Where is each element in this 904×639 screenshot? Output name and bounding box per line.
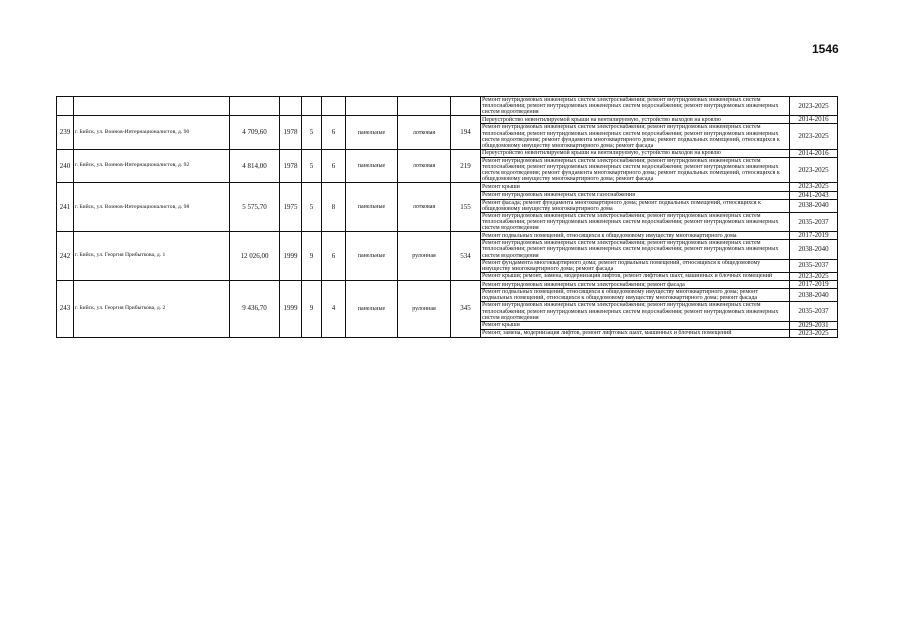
years-cell: 2035-2037 xyxy=(790,212,838,231)
empty-cell-residents xyxy=(451,97,481,116)
building-number-cell: 243 xyxy=(57,281,74,338)
residents-cell: 155 xyxy=(451,183,481,232)
residents-cell: 219 xyxy=(451,149,481,183)
work-cell: Ремонт фундамента многоквартирного дома; ремонт подвальных помещений, относящихся к общедомовому имуществу многоквартирного дома; ремонт фасада xyxy=(481,259,790,272)
years-cell: 2023-2025 xyxy=(790,97,838,116)
year-built-cell: 1978 xyxy=(280,116,302,150)
work-cell: Ремонт внутридомовых инженерных систем электроснабжения; ремонт внутридомовых инженерных систем теплоснабжения; ремонт внутридомовых инженерных систем водоснабжения; ремонт внутридомовых инженерных систем водоотведения xyxy=(481,302,790,321)
capital-repair-table xyxy=(56,96,838,338)
work-cell: Ремонт подвальных помещений, относящихся к общедомовому имуществу многоквартирного дома xyxy=(481,232,790,240)
work-cell: Ремонт внутридомовых инженерных систем электроснабжения; ремонт внутридомовых инженерных систем теплоснабжения; ремонт внутридомовых инженерных систем водоснабжения; ремонт внутридомовых инженерных систем водоотведения xyxy=(481,212,790,231)
walls-material-cell: панельные xyxy=(346,116,398,150)
empty-cell-no xyxy=(57,97,74,116)
work-cell: Ремонт крыши xyxy=(481,183,790,191)
empty-cell-roof xyxy=(398,97,451,116)
floors-cell: 5 xyxy=(302,116,322,150)
address-cell: г. Бийск, ул. Воинов-Интернационалистов, д. 90 xyxy=(74,116,230,150)
table-row xyxy=(57,183,838,191)
entrances-cell: 4 xyxy=(322,281,346,338)
entrances-cell: 8 xyxy=(322,183,346,232)
years-cell: 2023-2025 xyxy=(790,124,838,149)
work-cell: Ремонт внутридомовых инженерных систем электроснабжения; ремонт внутридомовых инженерных систем теплоснабжения; ремонт внутридомовых инженерных систем водоснабжения; ремонт внутридомовых инженерных систем водоотведения xyxy=(481,240,790,259)
years-cell: 2041-2043 xyxy=(790,191,838,199)
years-cell: 2035-2037 xyxy=(790,259,838,272)
table-row xyxy=(57,281,838,289)
entrances-cell: 6 xyxy=(322,149,346,183)
residents-cell: 534 xyxy=(451,232,481,281)
work-cell: Ремонт внутридомовых инженерных систем электроснабжения; ремонт внутридомовых инженерных систем теплоснабжения; ремонт внутридомовых инженерных систем водоснабжения; ремонт внутридомовых инженерных систем водоотведения; ремонт фундамента многоквартирного дома; ремонт подвальных помещений, относящихся к общедомовому имуществу многоквартирного дома; ремонт фасада xyxy=(481,158,790,183)
years-cell: 2038-2040 xyxy=(790,289,838,302)
building-number-cell: 242 xyxy=(57,232,74,281)
year-built-cell: 1999 xyxy=(280,281,302,338)
empty-cell-entrances xyxy=(322,97,346,116)
roof-type-cell: рулонная xyxy=(398,281,451,338)
entrances-cell: 6 xyxy=(322,116,346,150)
building-number-cell: 241 xyxy=(57,183,74,232)
empty-cell-year xyxy=(280,97,302,116)
walls-material-cell: панельные xyxy=(346,232,398,281)
building-number-cell: 239 xyxy=(57,116,74,150)
table-row xyxy=(57,116,838,124)
years-cell: 2029-2031 xyxy=(790,321,838,329)
building-number-cell: 240 xyxy=(57,149,74,183)
area-cell: 9 436,70 xyxy=(230,281,280,338)
year-built-cell: 1999 xyxy=(280,232,302,281)
years-cell: 2023-2025 xyxy=(790,158,838,183)
years-cell: 2038-2040 xyxy=(790,199,838,212)
address-cell: г. Бийск, ул. Воинов-Интернационалистов, д. 92 xyxy=(74,149,230,183)
work-cell: Ремонт внутридомовых инженерных систем газоснабжения xyxy=(481,191,790,199)
work-cell: Ремонт внутридомовых инженерных систем электроснабжения; ремонт внутридомовых инженерных систем теплоснабжения; ремонт внутридомовых инженерных систем водоснабжения; ремонт внутридомовых инженерных систем водоотведения xyxy=(481,97,790,116)
roof-type-cell: лотковая xyxy=(398,149,451,183)
work-cell: Переустройство невентилируемой крыши на вентилируемую, устройство выходов на кровлю xyxy=(481,116,790,124)
roof-type-cell: рулонная xyxy=(398,232,451,281)
years-cell: 2017-2019 xyxy=(790,232,838,240)
table-row xyxy=(57,232,838,240)
floors-cell: 5 xyxy=(302,149,322,183)
years-cell: 2038-2040 xyxy=(790,240,838,259)
roof-type-cell: лотковая xyxy=(398,183,451,232)
work-cell: Ремонт подвальных помещений, относящихся к общедомовому имуществу многоквартирного дома; ремонт подвальных помещений, относящихся к общедомовому имуществу многоквартирного дома; ремонт фасада xyxy=(481,289,790,302)
floors-cell: 9 xyxy=(302,281,322,338)
empty-cell-walls xyxy=(346,97,398,116)
year-built-cell: 1975 xyxy=(280,183,302,232)
address-cell: г. Бийск, ул. Воинов-Интернационалистов, д. 98 xyxy=(74,183,230,232)
work-cell: Ремонт внутридомовых инженерных систем электроснабжения; ремонт фасада xyxy=(481,281,790,289)
entrances-cell: 6 xyxy=(322,232,346,281)
work-cell: Ремонт крыши xyxy=(481,321,790,329)
walls-material-cell: панельные xyxy=(346,149,398,183)
floors-cell: 9 xyxy=(302,232,322,281)
empty-cell-floors xyxy=(302,97,322,116)
address-cell: г. Бийск, ул. Георгия Прибыткова, д. 2 xyxy=(74,281,230,338)
work-cell: Ремонт фасада; ремонт фундамента многоквартирного дома; ремонт подвальных помещений, относящихся к общедомовому имуществу многоквартирного дома xyxy=(481,199,790,212)
area-cell: 5 575,70 xyxy=(230,183,280,232)
walls-material-cell: панельные xyxy=(346,281,398,338)
roof-type-cell: лотковая xyxy=(398,116,451,150)
area-cell: 4 709,60 xyxy=(230,116,280,150)
table-row xyxy=(57,97,838,116)
year-built-cell: 1978 xyxy=(280,149,302,183)
years-cell: 2035-2037 xyxy=(790,302,838,321)
years-cell: 2014-2016 xyxy=(790,116,838,124)
empty-cell-area xyxy=(230,97,280,116)
table-body xyxy=(57,97,838,338)
page-number: 1546 xyxy=(812,42,839,56)
floors-cell: 5 xyxy=(302,183,322,232)
area-cell: 4 814,00 xyxy=(230,149,280,183)
years-cell: 2023-2025 xyxy=(790,272,838,280)
work-cell: Ремонт, замена, модернизация лифтов, ремонт лифтовых шахт, машинных и блочных помещений xyxy=(481,329,790,337)
walls-material-cell: панельные xyxy=(346,183,398,232)
years-cell: 2017-2019 xyxy=(790,281,838,289)
residents-cell: 345 xyxy=(451,281,481,338)
years-cell: 2014-2016 xyxy=(790,149,838,157)
years-cell: 2023-2025 xyxy=(790,329,838,337)
table-row xyxy=(57,149,838,157)
area-cell: 12 026,00 xyxy=(230,232,280,281)
years-cell: 2023-2025 xyxy=(790,183,838,191)
work-cell: Ремонт внутридомовых инженерных систем электроснабжения; ремонт внутридомовых инженерных систем теплоснабжения; ремонт внутридомовых инженерных систем водоснабжения; ремонт внутридомовых инженерных систем водоотведения; ремонт фундамента многоквартирного дома; ремонт подвальных помещений, относящихся к общедомовому имуществу многоквартирного дома; ремонт фасада xyxy=(481,124,790,149)
residents-cell: 194 xyxy=(451,116,481,150)
empty-cell-address xyxy=(74,97,230,116)
work-cell: Переустройство невентилируемой крыши на вентилируемую, устройство выходов на кровлю xyxy=(481,149,790,157)
address-cell: г. Бийск, ул. Георгия Прибыткова, д. 1 xyxy=(74,232,230,281)
work-cell: Ремонт крыши; ремонт, замена, модернизация лифтов, ремонт лифтовых шахт, машинных и блочных помещений xyxy=(481,272,790,280)
